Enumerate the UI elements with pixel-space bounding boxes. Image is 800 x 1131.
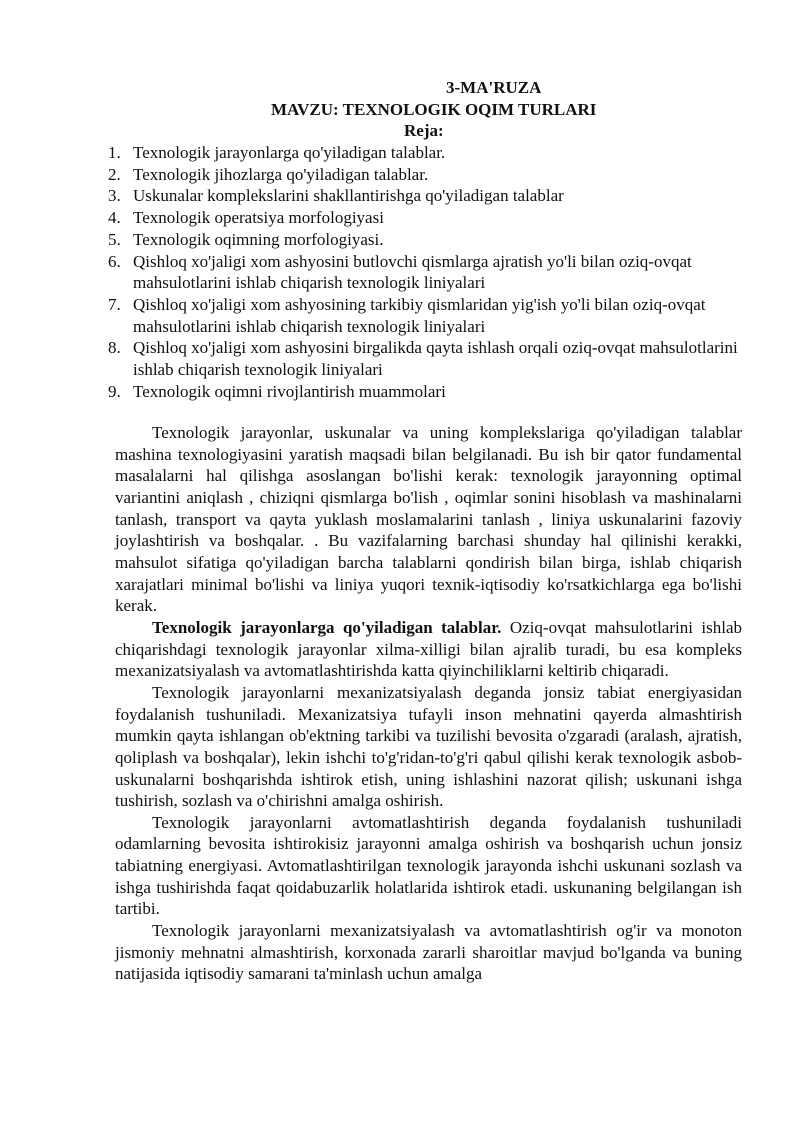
list-text: Texnologik operatsiya morfologiyasi [133, 208, 384, 228]
list-item [108, 185, 748, 207]
list-item [108, 142, 748, 164]
paragraph-text: Oziq-ovqat mahsulotlarini ishlab chiqarishdagi texnologik jarayonlar xilma-xilligi bilan ajralib turadi, bu esa kompleks mexanizatsiyalash va avtomatlashtirishda katta qiyinchiliklarni keltirib chiqaradi. [115, 617, 742, 681]
plan-label: Reja: [404, 121, 444, 140]
list-number: 6. [108, 251, 121, 271]
list-number: 2. [108, 164, 121, 184]
list-number: 8. [108, 338, 121, 358]
list-text: Qishloq xo'jaligi xom ashyosini butlovchi qismlarga ajratish yo'li bilan oziq-ovqat mahsulotlarini ishlab chiqarish texnologik liniyalari [133, 251, 692, 293]
list-text: Texnologik jihozlarga qo'yiladigan talablar. [133, 164, 429, 184]
list-number: 1. [108, 143, 121, 162]
list-text: Texnologik oqimni rivojlantirish muammolari [133, 381, 446, 401]
lecture-number: 3-MA'RUZA [446, 78, 542, 97]
paragraph: Texnologik jarayonlarni mexanizatsiyalash deganda jonsiz tabiat energiyasidan foydalanish tushuniladi. Mexanizatsiya tufayli inson mehnatini qayerda almashtirish mumkin qayta ishlangan ob'ektning tarkibi va tuzilishi bevosita o'zgaradi (aralash, ajratish, qoliplash va boshqalar), lekin ishchi to'g'ridan-to'g'ri qabul qilishi kerak texnologik asbob-uskunalarni boshqarishda ishtirok etish, uning ishlashini nazorat qilish; uskunani ishga tushirish, sozlash va o'chirishni amalga oshirish. [115, 682, 742, 811]
paragraph: Texnologik jarayonlarni mexanizatsiyalash va avtomatlashtirish og'ir va monoton jismoniy mehnatni almashtirish, korxonada zararli sharoitlar mavjud bo'lganda va buning natijasida iqtisodiy samarani ta'minlash uchun amalga [115, 921, 742, 984]
body-text [115, 422, 742, 985]
list-number: 4. [108, 208, 121, 228]
list-text: Qishloq xo'jaligi xom ashyosini birgalikda qayta ishlash orqali oziq-ovqat mahsulotlarini ishlab chiqarish texnologik liniyalari [133, 338, 738, 380]
list-text: Qishloq xo'jaligi xom ashyosining tarkibiy qismlaridan yig'ish yo'li bilan oziq-ovqat mahsulotlarini ishlab chiqarish texnologik liniyalari [133, 294, 706, 336]
paragraph [115, 617, 742, 682]
list-item [108, 337, 748, 380]
topic-title: MAVZU: TEXNOLOGIK OQIM TURLARI [271, 100, 597, 119]
plan-list [108, 142, 748, 402]
paragraph: Texnologik jarayonlarni avtomatlashtirish deganda foydalanish tushuniladi odamlarning bevosita ishtirokisiz jarayonni amalga oshirish va boshqarish uchun jonsiz tabiatning energiyasi. Avtomatlashtirilgan texnologik jarayonda ishchi uskunani sozlash va ishga tushirishda faqat qoidabuzarlik holatlarida ishtirok etadi. uskunaning belgilangan ish tartibi. [115, 812, 742, 919]
list-item [108, 381, 748, 403]
list-text: Texnologik jarayonlarga qo'yiladigan talablar. [133, 143, 446, 162]
list-number: 9. [108, 381, 121, 401]
section-heading: Texnologik jarayonlarga qo'yiladigan talablar. [152, 617, 502, 637]
list-number: 3. [108, 186, 121, 206]
list-item [108, 294, 748, 337]
list-text: Uskunalar komplekslarini shakllantirishga qo'yiladigan talablar [133, 186, 564, 206]
list-item [108, 164, 748, 186]
list-number: 5. [108, 229, 121, 249]
list-number: 7. [108, 294, 121, 314]
list-item [108, 229, 748, 251]
list-item [108, 251, 748, 294]
paragraph: Texnologik jarayonlar, uskunalar va uning komplekslariga qo'yiladigan talablar mashina texnologiyasini yaratish maqsadi bilan belgilanadi. Bu ish bir qator fundamental masalalarni hal qilishga asoslangan bo'lishi kerak: texnologik jarayonning optimal variantini aniqlash , chiziqni qismlarga bo'lish , oqimlar sonini hisoblash va mashinalarni tanlash, transport va qayta yuklash moslamalarini tanlash , liniya uskunalarini fazoviy joylashtirish va boshqalar. . Bu vazifalarning barchasi shunday hal qilinishi kerakki, mahsulot sifatiga qo'yiladigan barcha talablarni qondirish bilan birga, ishlab chiqarish xarajatlari minimal bo'lishi va liniya yuqori texnik-iqtisodiy ko'rsatkichlarga ega bo'lishi kerak. [115, 423, 742, 616]
list-item [108, 207, 748, 229]
list-text: Texnologik oqimning morfologiyasi. [133, 229, 384, 249]
